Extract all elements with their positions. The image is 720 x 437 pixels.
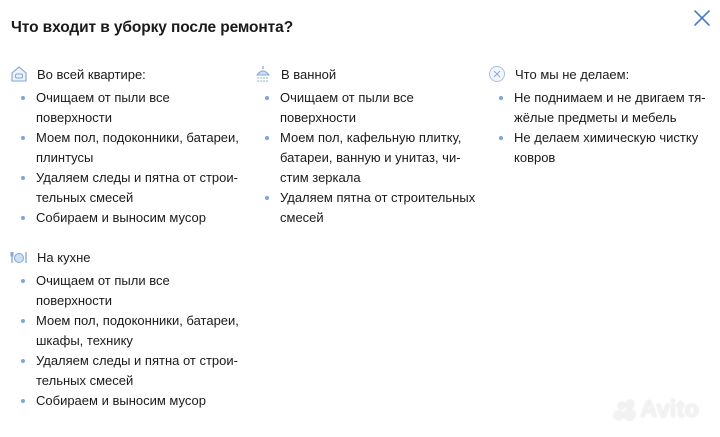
list-item: Удаляем следы и пятна от строи- тельных смесей [10,168,245,208]
close-button[interactable] [690,6,714,30]
list-item: Удаляем пятна от строительных смесей [254,188,489,228]
section-label: В ванной [281,66,337,82]
list-item: Моем пол, кафельную плитку, батареи, ванную и унитаз, чи- стим зеркала [254,128,489,188]
shower-icon [254,65,272,83]
list-item: Моем пол, подоконники, батареи, плинтусы [10,128,245,168]
section-label: На кухне [37,249,91,265]
list-item: Не делаем химическую чистку ковров [488,128,720,168]
list-item: Собираем и выносим мусор [10,391,245,411]
avito-logo-icon [612,399,638,421]
cutlery-plate-icon [10,248,28,266]
list-item: Очищаем от пыли все поверхности [254,88,489,128]
avito-watermark: Avito [612,396,699,424]
list-item: Удаляем следы и пятна от строи- тельных смесей [10,351,245,391]
section-bathroom [254,64,489,228]
list-item: Моем пол, подоконники, батареи, шкафы, технику [10,311,245,351]
close-icon [690,6,714,30]
cross-circle-icon [488,65,506,83]
house-icon [10,65,28,83]
list-item: Собираем и выносим мусор [10,208,245,228]
list-item: Очищаем от пыли все поверхности [10,271,245,311]
section-label: Во всей квартире: [37,66,146,82]
page-title: Что входит в уборку после ремонта? [11,19,294,36]
section-kitchen [10,247,245,411]
list-item: Не поднимаем и не двигаем тя- жёлые предметы и мебель [488,88,720,128]
section-not-included [488,64,720,168]
section-apartment [10,64,245,228]
list-item: Очищаем от пыли все поверхности [10,88,245,128]
section-label: Что мы не делаем: [515,66,630,82]
